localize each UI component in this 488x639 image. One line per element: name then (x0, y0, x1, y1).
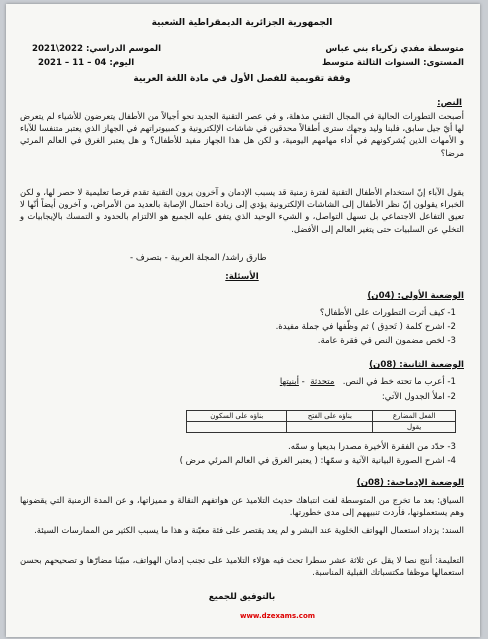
text-label: النص: (437, 98, 462, 108)
part2-q1-word-1: متحدثة (310, 377, 335, 387)
part2-q3: 3- حدّد من الفقرة الأخيرة مصدرا بديعيا و سمّه. (287, 442, 456, 452)
part1-title: الوضعية الأولى: (04ن) (367, 291, 464, 301)
watermark-url: www.dzexams.com (240, 612, 316, 620)
text-source: طارق راشد/ المجلة العربية - بتصرف - (130, 253, 267, 263)
table-header-cell: بناؤه على السكون (187, 411, 287, 422)
part2-q1-word-2: أبنيتها (279, 377, 299, 387)
table-row (187, 422, 456, 433)
part2-q1-prefix: 1- أعرب ما تحته خط في النص. (342, 377, 456, 387)
paper-sheet (6, 4, 480, 637)
doc-title: وقفة تقويمية للفصل الأول في مادة اللغة العربية (133, 74, 351, 84)
part2-q2: 2- املأ الجدول الآتي: (381, 392, 456, 402)
school-name: متوسطة مفدي زكرياء بني عباس (325, 44, 464, 54)
exam-page (20, 16, 464, 628)
table-cell: يقول (373, 422, 456, 433)
part2-q4: 4- اشرح الصورة البيانية الآتية و سمّها: ( يعتبر الغرق في العالم المرئي مرض ) (179, 456, 456, 466)
table-cell (287, 422, 373, 433)
part3-task: التعليمة: أنتج نصا لا يقل عن ثلاثة عشر سطرا تحث فيه هؤلاء التلاميذ على تجنب إدمان الهواتف، مبيّنا مضارّها و تصحيحهم بحسن استعمالها موظفا مكتسباتك القبلية المناسبة. (20, 555, 464, 578)
table-header-cell: الفعل المضارع (373, 411, 456, 422)
closing-wish: بالتوفيق للجميع (208, 592, 276, 602)
text-paragraph-2: يقول الآباء إنّ استخدام الأطفال التقنية لفترة زمنية قد يسبب الإدمان و آخرون يرون التقنية تقدم فرصا تعليمية لا حصر لها، و لكن الخبراء يقولون إنّ نظر الأطفال إلى الشاشات الإلكترونية يؤدي إلى زيادة احتمال الإصابة بالعديد من الأمراض، و آخرون أيضاً أنّها لا تعيق التفاعل الاجتماعي بل تسهل التواصل، و الشيء الوحيد الذي يتفق عليه الجميع هو الالتزام بالحدود و التمسك بالإيجابيات و التخلي عن السلبيات حتى يتغير العالم إلى الأفضل. (20, 187, 464, 234)
table-header-cell: بناؤه على الفتح (287, 411, 373, 422)
level-label: المستوى: السنوات الثالثة متوسط (322, 58, 464, 68)
part3-title: الوضعية الإدماجية: (08ن) (356, 478, 464, 488)
part3-support: السند: يزداد استعمال الهواتف الخلوية عند البشر و لم يعد يقتصر على فئة معيّنة و هذا ما يسبب الكثير من الممارسات السيئة. (34, 525, 464, 535)
republic-title: الجمهورية الجزائرية الديمقراطية الشعبية (151, 18, 333, 28)
season-label: الموسم الدراسي: 2022\2021 (32, 44, 162, 54)
part3-context: السياق: بعد ما تخرج من المتوسطة لفت انتباهك حديث التلاميذ عن هواتفهم النقالة و مميزاتها، و عن المدة الزمنية التي يقضونها وهم يستعملونها، فأردت تنبيههم إلى مدى خطورتها. (20, 495, 464, 518)
part1-q2: 2- اشرح كلمة ( تَحدِق ) ثم وظّفها في جملة مفيدة. (275, 322, 456, 332)
fill-table (186, 410, 456, 433)
table-cell (187, 422, 287, 433)
date-label: اليوم: 04 – 11 – 2021 (38, 58, 135, 68)
table-header-row (187, 411, 456, 422)
part2-q1: 1- أعرب ما تحته خط في النص. متحدثة - أبنيتها (279, 377, 456, 387)
text-paragraph-1: أصبحت التطورات الحالية في المجال التقني مذهلة، و في عصر التقنية الجديد نحو أجيالاً من الأطفال يتعرضون للأشياء لم يتعرض لها أيّ جيل سابق، فلبنا وليد وجهك سترى أطفالاً محدقين في شاشات الإلكترونية و كمبيوتراتهم في الجهاز الذي يعتبر متنفسا للآباء و الأمهات الذين يُشركونهم في أداء مهامهم اليومية، و لكن هل هذا الجهاز مفيد للأطفال؟ و هل يعتبر الغرق في العالم المرئي مرضا؟ (20, 111, 464, 158)
part1-q3: 3- لخص مضمون النص في فقرة عامة. (317, 336, 456, 346)
part2-title: الوضعية الثانية: (08ن) (369, 360, 464, 370)
questions-heading: الأسئلة: (225, 272, 259, 282)
part1-q1: 1- كيف أثرت التطورات على الأطفال؟ (319, 308, 456, 318)
